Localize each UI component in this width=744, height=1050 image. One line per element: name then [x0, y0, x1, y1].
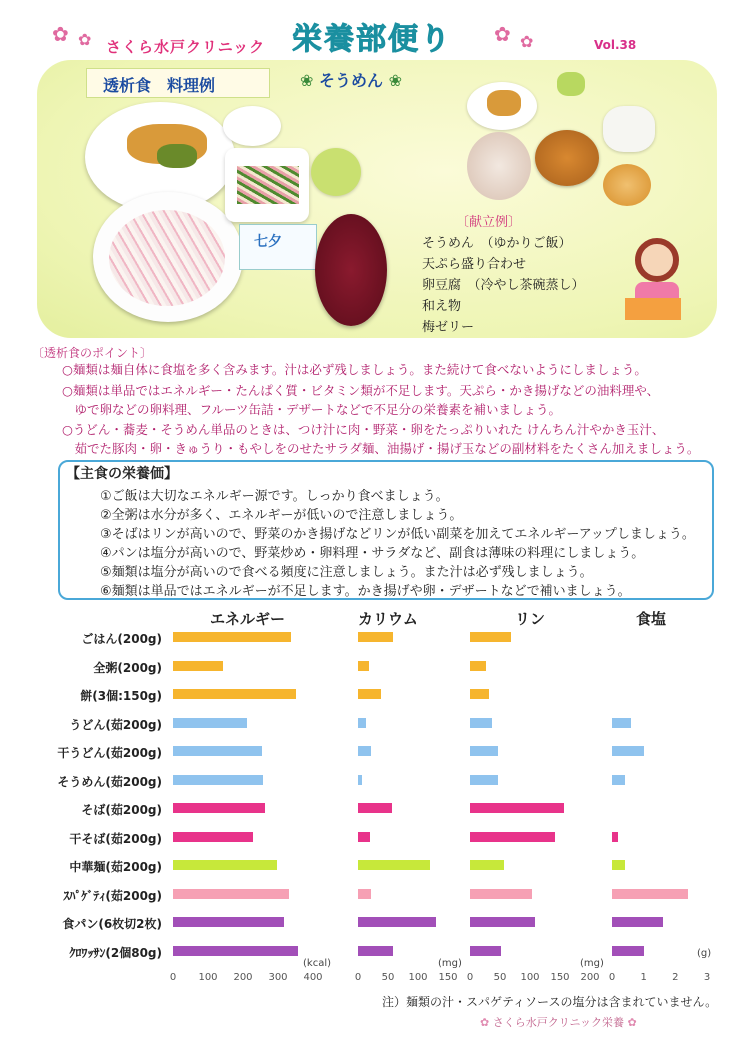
tick-label: 300 [268, 972, 288, 983]
bar [612, 746, 644, 756]
point-line: ○うどん・蕎麦・そうめん単品のときは、つけ汁に肉・野菜・卵をたっぷりいれた けんちん汁やかき玉汁、 [62, 422, 665, 437]
bar [173, 917, 284, 927]
bar [358, 661, 369, 671]
tick-label: 100 [520, 972, 540, 983]
bar [358, 860, 430, 870]
panel-title: エネルギー [210, 610, 286, 628]
bar [612, 946, 644, 956]
category-label: 中華麺(茹200g) [69, 860, 162, 874]
tick-label: 1 [640, 972, 647, 983]
menu-item: 梅ゼリー [422, 320, 475, 335]
category-label: ｸﾛﾜｯｻﾝ(2個80g) [69, 945, 162, 960]
category-label: ごはん(200g) [81, 632, 162, 646]
bar [358, 689, 381, 699]
point-line: ○麺類は麺自体に食塩を多く含みます。汁は必ず残しましょう。また続けて食べないようにしましょう。 [62, 362, 647, 377]
unit-label: (kcal) [303, 958, 331, 969]
small-tempura [487, 90, 521, 116]
tick-label: 0 [169, 972, 177, 983]
bar [173, 860, 277, 870]
dipping-sauce [315, 214, 387, 326]
bar [358, 746, 371, 756]
tick-label: 150 [438, 972, 458, 983]
tick-label: 0 [608, 972, 616, 983]
category-label: 干うどん(茹200g) [57, 746, 162, 760]
bulletin-title: 栄養部便り [292, 22, 452, 57]
photo-label: 透析食 料理例 [86, 68, 270, 98]
staple-line: ⑥麺類は単品ではエネルギーが不足します。かき揚げや卵・デザートなどで補いましょう。 [100, 584, 631, 599]
tanabata-card [239, 224, 317, 270]
tick-label: 0 [466, 972, 474, 983]
bar [612, 917, 663, 927]
menu-heading: 〔献立例〕 [456, 215, 522, 230]
bar [470, 718, 492, 728]
bar [173, 689, 296, 699]
bar [358, 718, 366, 728]
bar [358, 803, 392, 813]
staff-illustration-face [635, 238, 679, 282]
tempura-veg [157, 144, 197, 168]
bar [173, 889, 289, 899]
bar [173, 775, 263, 785]
bar [612, 775, 625, 785]
egg-tofu [603, 164, 651, 206]
panel-title: リン [515, 610, 546, 628]
meal-photo [37, 60, 717, 338]
category-label: 全粥(200g) [93, 660, 162, 675]
point-line: ○麺類は単品ではエネルギー・たんぱく質・ビタミン類が不足します。天ぷら・かき揚げなどの油料理や、 [62, 383, 660, 398]
tick-label: 200 [233, 972, 253, 983]
bar [358, 832, 370, 842]
staff-illustration-table [625, 298, 681, 320]
bar [173, 946, 298, 956]
bar [173, 803, 265, 813]
category-label: 餅(3個:150g) [80, 689, 162, 703]
bar [470, 889, 532, 899]
tick-label: 3 [703, 972, 711, 983]
staple-line: ③そばはリンが高いので、野菜のかき揚げなどリンが低い副菜を加えてエネルギーアップしましょう。 [100, 527, 695, 542]
menu-item: 卵豆腐 （冷やし茶碗蒸し） [422, 278, 585, 293]
tick-label: 50 [493, 972, 507, 983]
aemono-bowl [603, 106, 655, 152]
point-line: 茹でた豚肉・卵・きゅうり・もやしをのせたサラダ麺、油揚げ・揚げ玉などの副材料をたくさん加えましょう。 [62, 441, 700, 456]
tick-label: 200 [580, 972, 600, 983]
staple-line: ②全粥は水分が多く、エネルギーが低いので注意しましょう。 [100, 508, 463, 523]
category-label: 食パン(6枚切2枚) [62, 917, 162, 931]
jelly-cup [311, 148, 361, 196]
volume-number: Vol.38 [594, 38, 637, 52]
staple-heading: 【主食の栄養価】 [66, 466, 178, 482]
tick-label: 2 [672, 972, 679, 983]
bar [173, 632, 291, 642]
bar [612, 860, 625, 870]
unit-label: (mg) [580, 958, 604, 969]
panel-title: 食塩 [636, 610, 667, 628]
bar [470, 860, 504, 870]
bar [612, 832, 618, 842]
dish-name: ❀ そうめん ❀ [300, 71, 402, 90]
menu-list [422, 212, 585, 338]
chart-note: 注）麺類の汁・スパゲティソースの塩分は含まれていません。 [382, 995, 718, 1009]
staple-line: ①ご飯は大切なエネルギー源です。しっかり食べましょう。 [100, 489, 449, 504]
bar [470, 803, 564, 813]
sakura-icon: ✿ [520, 32, 534, 51]
small-jelly [557, 72, 585, 96]
tick-label: 50 [381, 972, 395, 983]
bar [173, 718, 247, 728]
bar [470, 746, 498, 756]
unit-label: (g) [697, 948, 712, 959]
bar [358, 946, 393, 956]
category-label: うどん(茹200g) [69, 717, 162, 732]
category-label: そば(茹200g) [81, 803, 162, 817]
staple-line: ⑤麺類は塩分が高いので食べる頻度に注意しましょう。また汁は必ず残しましょう。 [100, 565, 593, 580]
footer: ✿ さくら水戸クリニック栄養 ✿ [480, 1016, 637, 1029]
category-label: 干そば(茹200g) [69, 831, 162, 846]
menu-item: 和え物 [422, 299, 462, 314]
header [0, 0, 744, 58]
bar [358, 917, 436, 927]
soup-bowl [535, 130, 599, 186]
staple-line: ④パンは塩分が高いので、野菜炒め・卵料理・サラダなど、副食は薄味の料理にしましょう。 [100, 546, 645, 561]
bar [173, 832, 253, 842]
bar [173, 661, 223, 671]
bar [358, 889, 371, 899]
dish-name-text: そうめん [318, 71, 383, 90]
clinic-name: さくら水戸クリニック [106, 38, 266, 56]
bar [470, 632, 511, 642]
bar [358, 775, 362, 785]
rice-bowl [467, 132, 531, 200]
bar [470, 917, 535, 927]
tick-label: 150 [550, 972, 570, 983]
menu-item: 天ぷら盛り合わせ [422, 257, 527, 272]
bar [470, 661, 486, 671]
sakura-icon: ✿ [494, 22, 511, 46]
tick-label: 400 [303, 972, 323, 983]
tick-label: 100 [408, 972, 428, 983]
sakura-icon: ✿ [78, 30, 92, 49]
bar [470, 946, 501, 956]
bar [612, 889, 688, 899]
card-text: 七夕 [254, 234, 282, 250]
bar [470, 832, 555, 842]
bar [358, 632, 393, 642]
somen-noodles [109, 210, 225, 306]
menu-item: そうめん （ゆかりご飯） [422, 236, 572, 251]
footer-text: さくら水戸クリニック栄養 [492, 1016, 625, 1029]
panel-title: カリウム [358, 610, 418, 628]
tick-label: 100 [198, 972, 218, 983]
tick-label: 0 [354, 972, 362, 983]
category-label: そうめん(茹200g) [57, 774, 162, 789]
bar [470, 689, 489, 699]
point-line: ゆで卵などの卵料理、フルーツ缶詰・デザートなどで不足分の栄養素を補いましょう。 [62, 402, 562, 417]
bar [612, 718, 631, 728]
aemono [237, 166, 299, 204]
tofu-bowl [223, 106, 281, 146]
sakura-icon: ✿ [52, 22, 69, 46]
points-heading: 〔透析食のポイント〕 [32, 346, 153, 360]
bar [470, 775, 498, 785]
category-label: ｽﾊﾟｹﾞﾃｨ(茹200g) [63, 888, 162, 903]
unit-label: (mg) [438, 958, 462, 969]
bar [173, 746, 262, 756]
